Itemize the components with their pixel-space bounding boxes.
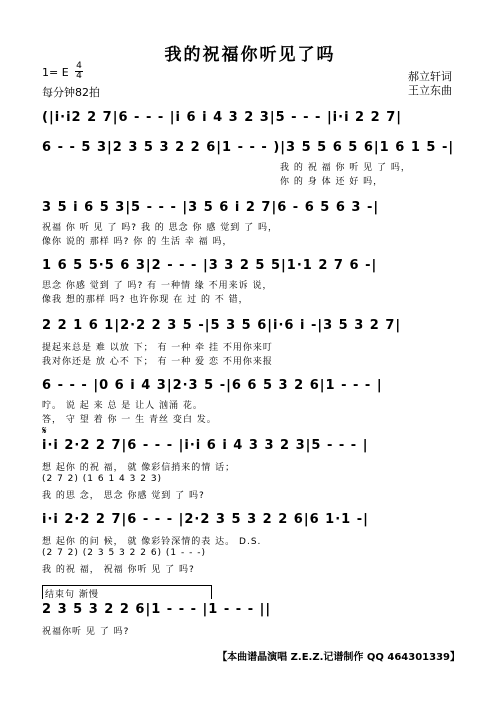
tempo-marking: 每分钟82拍 [42, 86, 100, 99]
lyric-system-3-line-2: 像你 说的 那样 吗? 你 的 生活 幸 福 吗， [42, 237, 233, 247]
lyric-system-8-line-1: 想 起你 的问 候， 就 像彩铃深情的表 达。 D.S. [42, 537, 262, 547]
lyric-system-3-line-1: 祝福 你 听 见 了 吗? 我 的 思念 你 感 觉到 了 吗， [42, 223, 278, 233]
notes-system-3: 3 5 i 6 5 3|5 - - - |3 5 6 i 2 7|6 - 6 5 6 3 -| [42, 200, 380, 215]
notes-system-8: i·i 2·2 2 7|6 - - - |2·2 3 5 3 2 2 6|6 1·1 -| [42, 512, 369, 527]
key-signature: 1= E [42, 66, 69, 79]
lyric-system-6-line-1: 咛。 说 起 来 总 是 让人 汹涌 花。 [42, 401, 203, 411]
lyric-system-9-line-1: 祝福你听 见 了 吗? [42, 627, 130, 637]
notes-system-9: 2 3 5 3 2 2 6|1 - - - |1 - - - || [42, 602, 272, 617]
lyric-system-7-line-1: 想 起你 的祝 福， 就 像彩信捎来的情 话； [42, 463, 236, 473]
lyric-system-6-line-2: 答， 守 望 着 你 一 生 青丝 变白 发。 [42, 415, 217, 425]
notes-system-1: (|i·i2 2 7|6 - - - |i 6 i 4 3 2 3|5 - - - |i·i 2 2 7| [42, 110, 402, 125]
time-signature-top: 4 [76, 61, 82, 71]
lyric-system-4-line-1: 思念 你感 觉到 了 吗? 有 一种情 缘 不用来诉 说， [42, 281, 273, 291]
notes-system-7: i·i 2·2 2 7|6 - - - |i·i 6 i 4 3 3 2 3|5 - - - | [42, 438, 369, 453]
lyric-system-2-line-1: 我 的 祝 福 你 听 见 了 吗， [280, 163, 411, 173]
notes-system-5: 2 2 1 6 1|2·2 2 3 5 -|5 3 5 6|i·6 i -|3 5 3 2 7| [42, 318, 402, 333]
time-signature-bottom: 4 [76, 71, 82, 81]
composer-credit: 王立东曲 [408, 84, 452, 97]
lyric-system-7-line-2: (2 7 2) (1 6 1 4 3 2 3) [42, 474, 163, 484]
notes-system-2: 6 - - 5 3|2 3 5 3 2 2 6|1 - - - )|3 5 5 6 5 6|1 6 1 5 -| [42, 140, 455, 155]
footer-credit: 【本曲谱晶演唱 Z.E.Z.记谱制作 QQ 464301339】 [217, 652, 460, 663]
lyric-system-8-line-2: (2 7 2) (2 3 5 3 2 2 6) (1 - - -) [42, 548, 206, 558]
segno-mark: 𝄋 [42, 424, 47, 437]
notes-system-6: 6 - - - |0 6 i 4 3|2·3 5 -|6 6 5 3 2 6|1 - - - | [42, 378, 383, 393]
page-title: 我的祝福你听见了吗 [164, 45, 336, 65]
notes-system-4: 1 6 5 5·5 6 3|2 - - - |3 3 2 5 5|1·1 2 7 6 -| [42, 258, 378, 273]
time-signature [75, 62, 83, 81]
lyric-system-4-line-2: 像我 想的那样 吗? 也许你现 在 过 的 不 错， [42, 295, 249, 305]
lyric-system-5-line-1: 提起来总是 难 以放 下； 有 一种 牵 挂 不用你来叮 [42, 343, 273, 353]
lyric-system-8-line-3: 我 的祝 福， 祝福 你听 见 了 吗? [42, 565, 195, 575]
lyric-system-2-line-2: 你 的 身 体 还 好 吗， [280, 177, 384, 187]
lyric-system-5-line-2: 我对你还是 放 心不 下； 有 一种 爱 恋 不用你来报 [42, 357, 273, 367]
ending-label: 结束句 渐慢 [45, 590, 99, 600]
lyricist-credit: 郝立轩词 [408, 70, 452, 83]
lyric-system-7-line-3: 我 的思 念， 思念 你感 觉到 了 吗? [42, 491, 205, 501]
